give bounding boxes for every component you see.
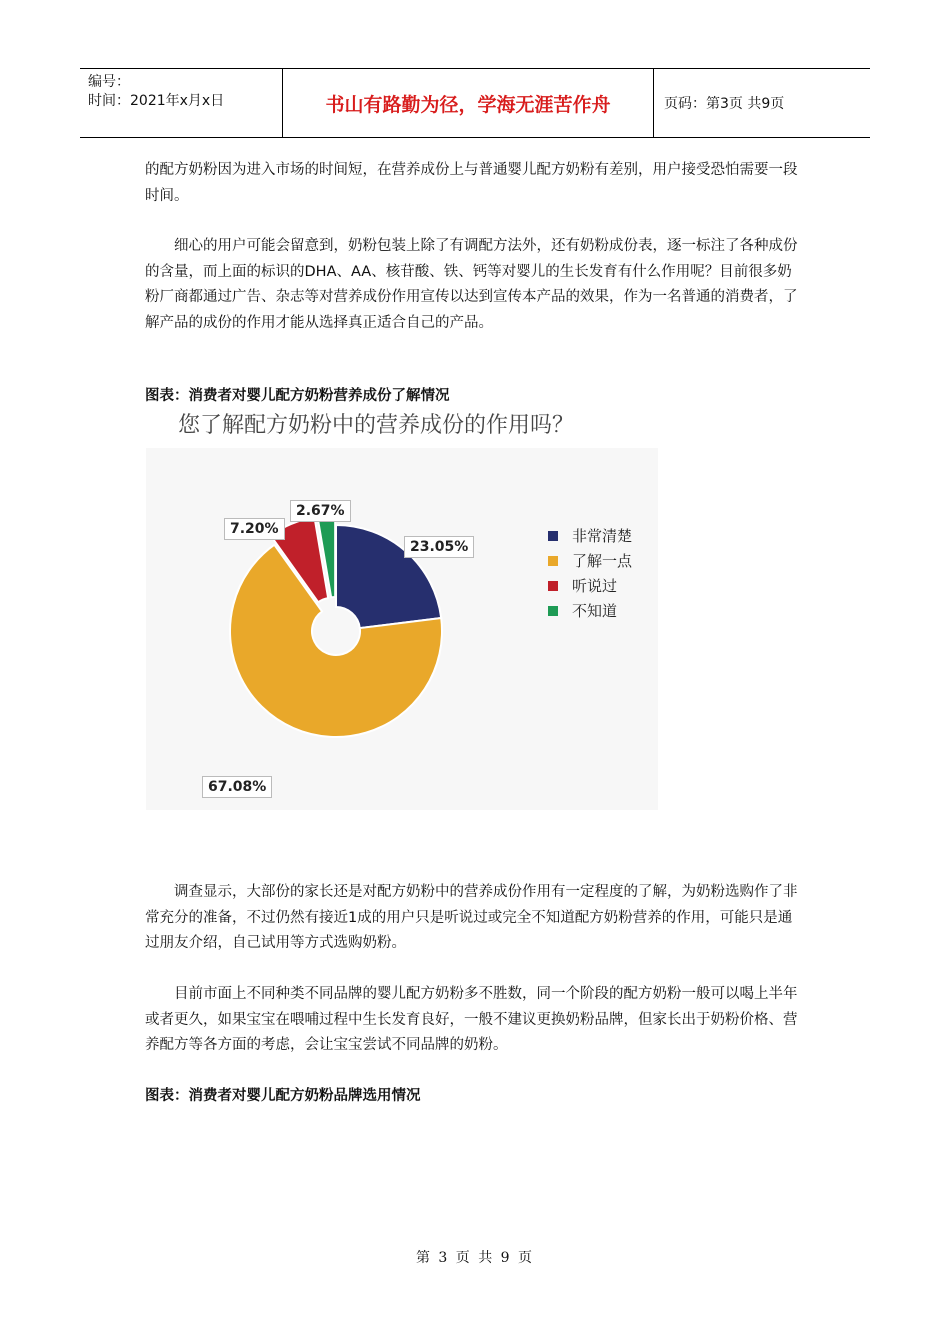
data-label-know-a-little: 67.08% xyxy=(202,776,272,798)
page-header xyxy=(80,68,870,138)
page-footer: 第 3 页 共 9 页 xyxy=(415,1250,535,1266)
legend-swatch xyxy=(548,606,558,616)
chart-title: 您了解配方奶粉中的营养成份的作用吗？ xyxy=(178,413,575,438)
legend-swatch xyxy=(548,581,558,591)
figure-caption-2: 图表：消费者对婴儿配方奶粉品牌选用情况 xyxy=(145,1088,421,1104)
paragraph-1: 的配方奶粉因为进入市场的时间短，在营养成份上与普通婴儿配方奶粉有差别，用户接受恐怕需要一段时间。 xyxy=(145,162,798,204)
legend-item-heard-of xyxy=(548,573,632,598)
data-label-dont-know: 2.67% xyxy=(290,500,351,522)
legend-item-dont-know xyxy=(548,598,632,623)
legend-label: 不知道 xyxy=(572,602,618,620)
legend-swatch xyxy=(548,531,558,541)
knowledge-donut-chart xyxy=(146,408,658,810)
data-label-very-clear: 23.05% xyxy=(404,536,474,558)
paragraph-3: 调查显示，大部份的家长还是对配方奶粉中的营养成份作用有一定程度的了解，为奶粉选购作了非常充分的准备，不过仍然有接近1成的用户只是听说过或完全不知道配方奶粉营养的作用，可能只是通过朋友介绍，自己试用等方式选购奶粉。 xyxy=(145,884,798,951)
document-time-label: 时间：2021年x月x日 xyxy=(88,93,225,109)
paragraph-4: 目前市面上不同种类不同品牌的婴儿配方奶粉多不胜数，同一个阶段的配方奶粉一般可以喝上半年或者更久，如果宝宝在喂哺过程中生长发育良好，一般不建议更换奶粉品牌，但家长出于奶粉价格、营养配方等各方面的考虑，会让宝宝尝试不同品牌的奶粉。 xyxy=(145,986,798,1053)
chart-legend xyxy=(548,523,632,623)
figure-caption-1: 图表：消费者对婴儿配方奶粉营养成份了解情况 xyxy=(145,388,450,404)
legend-label: 听说过 xyxy=(572,577,618,595)
legend-item-know-a-little xyxy=(548,548,632,573)
header-page-label: 页码：第3页 共9页 xyxy=(664,96,785,112)
legend-swatch xyxy=(548,556,558,566)
legend-label: 非常清楚 xyxy=(572,527,633,545)
paragraph-2: 细心的用户可能会留意到，奶粉包装上除了有调配方法外，还有奶粉成份表，逐一标注了各种成份的含量，而上面的标识的DHA、AA、核苷酸、铁、钙等对婴儿的生长发育有什么作用呢？目前很多奶粉厂商都通过广告、杂志等对营养成份作用宣传以达到宣传本产品的效果，作为一名普通的消费者，了解产品的成份的作用才能从选择真正适合自己的产品。 xyxy=(145,238,798,331)
legend-label: 了解一点 xyxy=(572,552,633,570)
legend-item-very-clear xyxy=(548,523,632,548)
document-number-label: 编号： xyxy=(88,74,130,90)
header-left-cell xyxy=(80,69,282,137)
header-motto: 书山有路勤为径，学海无涯苦作舟 xyxy=(282,69,654,137)
data-label-heard-of: 7.20% xyxy=(224,518,285,540)
